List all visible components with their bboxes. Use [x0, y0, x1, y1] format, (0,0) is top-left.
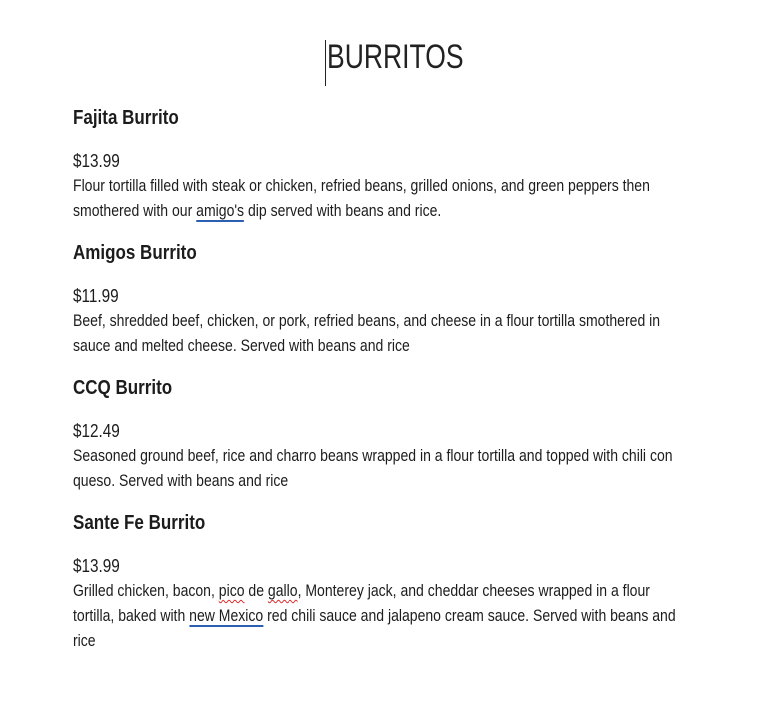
item-description[interactable]: Seasoned ground beef, rice and charro beans wrapped in a flour tortilla and topped with chili con queso. Served with beans and rice [73, 447, 673, 490]
menu-item-amigos-burrito [73, 238, 693, 359]
desc-link[interactable]: new Mexico [189, 607, 264, 625]
desc-text: dip served with beans and rice. [244, 202, 442, 220]
menu-content [73, 103, 693, 654]
item-price[interactable]: $12.49 [73, 421, 120, 441]
item-name[interactable]: Sante Fe Burrito [73, 512, 206, 534]
desc-text: Flour tortilla filled with steak or chicken, refried beans, grilled onions, and green peppers then smothered with our [73, 177, 650, 220]
item-description[interactable] [73, 579, 694, 654]
desc-text: red chili sauce and jalapeno cream sauce. Served with beans and rice [73, 607, 676, 650]
item-name[interactable]: Fajita Burrito [73, 107, 179, 129]
desc-link[interactable]: amigo's [196, 202, 245, 220]
item-name[interactable]: Amigos Burrito [73, 242, 197, 264]
misspelled-word[interactable]: pico [218, 582, 245, 600]
desc-text: de [244, 582, 268, 600]
page-title[interactable]: BURRITOS [326, 38, 464, 76]
menu-item-sante-fe-burrito [73, 508, 693, 654]
item-price[interactable]: $11.99 [73, 286, 119, 306]
item-price[interactable]: $13.99 [73, 151, 120, 171]
item-description[interactable] [73, 174, 694, 224]
desc-text: , Monterey jack, and cheddar cheeses wrapped in a flour tortilla, baked with [73, 582, 650, 625]
misspelled-word[interactable]: gallo [267, 582, 298, 600]
item-name[interactable]: CCQ Burrito [73, 377, 173, 399]
menu-item-fajita-burrito [73, 103, 693, 224]
menu-item-ccq-burrito [73, 373, 693, 494]
item-description[interactable]: Beef, shredded beef, chicken, or pork, refried beans, and cheese in a flour tortilla smothered in sauce and melted cheese. Served with beans and rice [73, 312, 661, 355]
item-price[interactable]: $13.99 [73, 556, 120, 576]
title-container [0, 38, 777, 77]
desc-text: Grilled chicken, bacon, [73, 582, 219, 600]
